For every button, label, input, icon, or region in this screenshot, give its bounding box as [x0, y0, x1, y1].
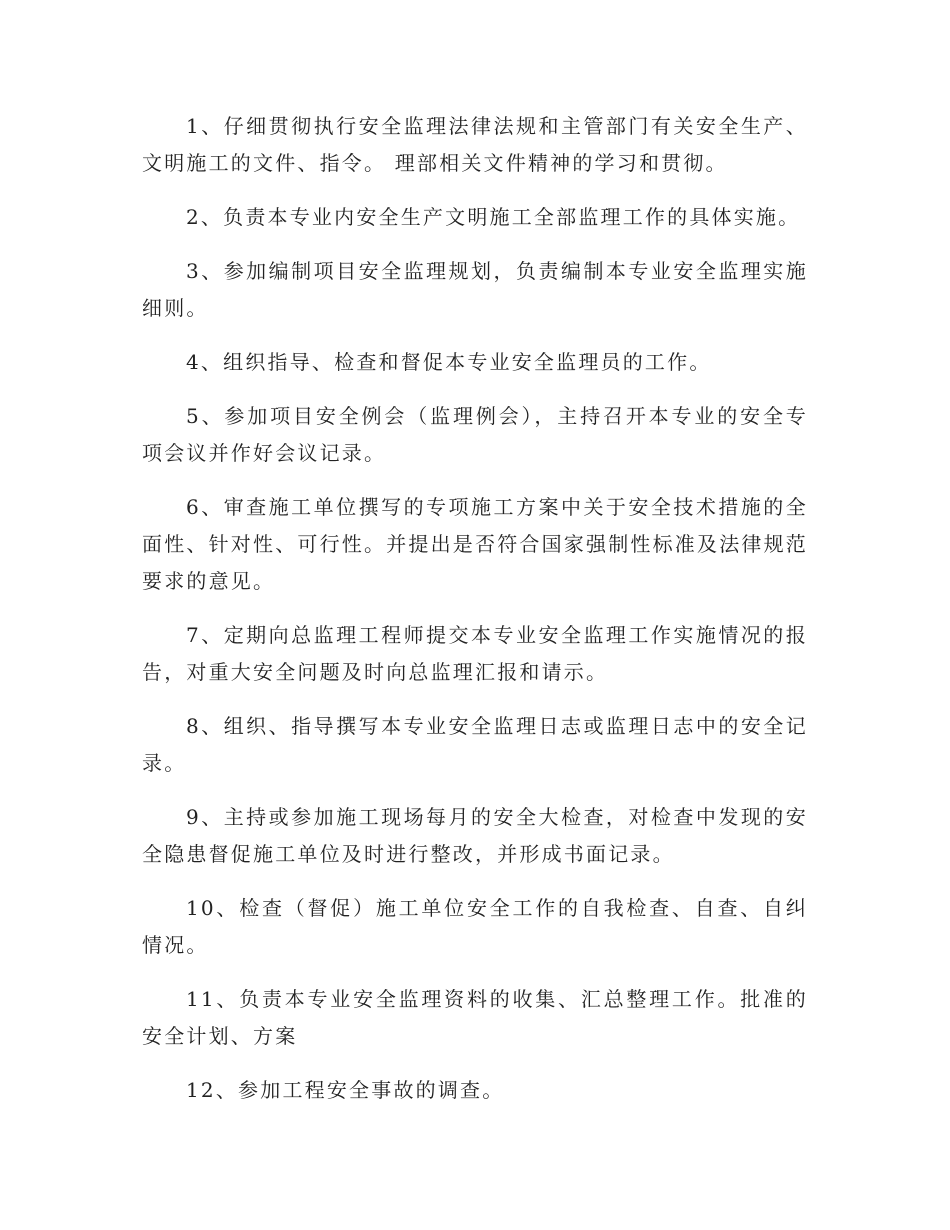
duty-item-9: 9、主持或参加施工现场每月的安全大检查，对检查中发现的安全隐患督促施工单位及时进行整改，并形成书面记录。 — [142, 805, 808, 866]
document-body — [142, 108, 808, 1126]
duty-item-4: 4、组织指导、检查和督促本专业安全监理员的工作。 — [186, 350, 712, 374]
duty-item-1: 1、仔细贯彻执行安全监理法律法规和主管部门有关安全生产、文明施工的文件、指令。 理部相关文件精神的学习和贯彻。 — [142, 114, 808, 175]
duty-item-2: 2、负责本专业内安全生产文明施工全部监理工作的具体实施。 — [186, 205, 801, 229]
duty-item-3: 3、参加编制项目安全监理规划，负责编制本专业安全监理实施细则。 — [142, 259, 808, 320]
duty-item-5: 5、参加项目安全例会（监理例会），主持召开本专业的安全专项会议并作好会议记录。 — [142, 404, 808, 465]
duty-item-10: 10、检查（督促）施工单位安全工作的自我检查、自查、自纠情况。 — [142, 896, 808, 957]
duty-item-8: 8、组织、指导撰写本专业安全监理日志或监理日志中的安全记录。 — [142, 714, 808, 775]
duty-item-6: 6、审查施工单位撰写的专项施工方案中关于安全技术措施的全面性、针对性、可行性。并提出是否符合国家强制性标准及法律规范要求的意见。 — [142, 495, 808, 593]
duty-item-12: 12、参加工程安全事故的调查。 — [186, 1078, 505, 1102]
duty-item-7: 7、定期向总监理工程师提交本专业安全监理工作实施情况的报告，对重大安全问题及时向总监理汇报和请示。 — [142, 623, 808, 684]
duty-item-11: 11、负责本专业安全监理资料的收集、汇总整理工作。批准的安全计划、方案 — [142, 987, 808, 1048]
